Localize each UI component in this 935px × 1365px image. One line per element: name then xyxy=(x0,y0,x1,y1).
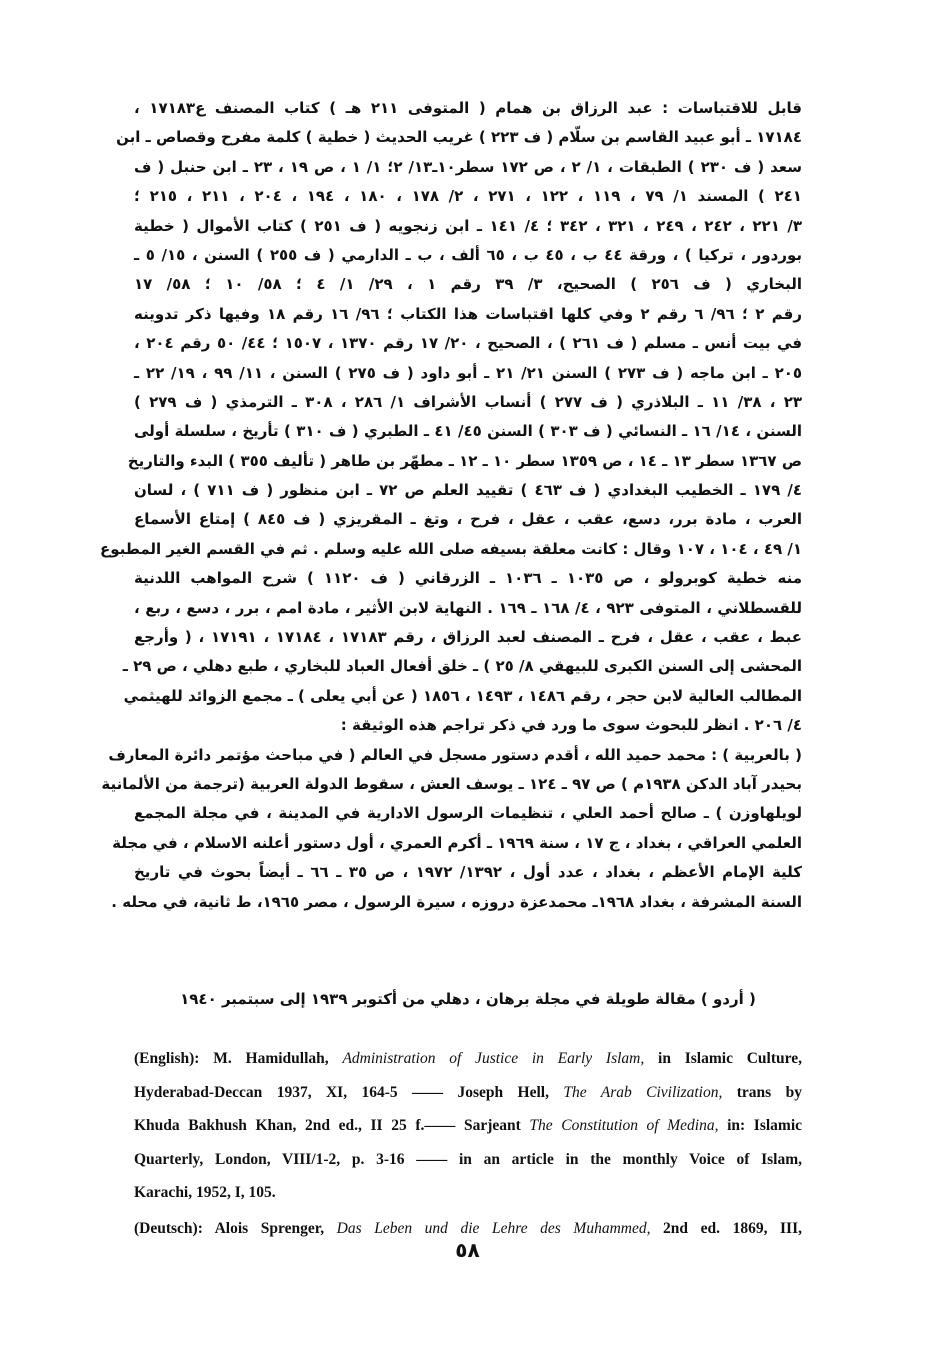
reference-source: in: Islamic xyxy=(727,1117,803,1134)
text-line: المحشى إلى السنن الكبرى للبيهقي ٨/ ٢٥ ) ـ خلق أفعال العباد للبخاري ، طبع دهلي ، ص ٢٩ ـ xyxy=(122,657,802,676)
text-line: السنة المشرفة ، بغداد ١٩٦٨ـ محمدعزة دروزه ، سيرة الرسول ، مصر ١٩٦٥، ط ثانية، في محله . xyxy=(111,892,802,911)
text-line: كلية الإمام الأعظم ، بغداد ، عدد أول ، ١٣٩٢/ ١٩٧٢ ، ص ٣٥ ـ ٦٦ ـ أيضاً بحوث في تاريخ xyxy=(134,863,803,882)
reference-source: 2nd ed. 1869, III, xyxy=(663,1219,802,1237)
reference-source: trans by xyxy=(736,1083,802,1101)
text-line: ١٧١٨٤ ـ أبو عبيد القاسم بن سلّام ( ف ٢٢٣ ) غريب الحديث ( خطية ) كلمة مفرح وقصاص ـ ابن xyxy=(116,128,802,147)
text-line: سعد ( ف ٢٣٠ ) الطبقات ، ١/ ٢ ، ص ١٧٢ سطر١٠ـ١٣/ ٢؛ ١/ ١ ، ص ١٩ ، ٢٣ ـ ابن حنبل ( ف xyxy=(134,157,802,176)
reference-source: in Islamic Culture, xyxy=(658,1050,802,1067)
text-line: السنن ، ١٤/ ١٦ ـ النسائي ( ف ٣٠٣ ) السنن ٤٥/ ٤١ ـ الطبري ( ف ٣١٠ ) تأريخ ، سلسلة أولى xyxy=(134,422,803,441)
text-line: بحيدر آباد الدكن ١٩٣٨م ) ص ٩٧ ـ ١٢٤ ـ يوسف العش ، سقوط الدولة العربية (ترجمة من الألمانية xyxy=(101,774,802,793)
text-line xyxy=(134,1042,802,1076)
text-line: في بيت أنس ـ مسلم ( ف ٢٦١ ) ، الصحيح ، ٢٠/ ١٧ رقم ١٣٧٠ ، ١٥٠٧ ؛ ٤٤/ ٥٠ رقم ٢٠٤ ، xyxy=(134,334,803,353)
text-line: لويلهاوزن ) ـ صالح أحمد العلي ، تنظيمات الرسول الادارية في المدينة ، في مجلة المجمع xyxy=(134,804,802,823)
english-references-paragraph xyxy=(134,1042,802,1245)
text-line: منه خطية كوبرولو ، ص ١٠٣٥ ـ ١٠٣٦ ـ الزرقاني ( ف ١١٢٠ ) شرح المواهب اللدنية xyxy=(134,569,802,588)
text-line: العرب ، مادة برر، دسع، عقب ، عقل ، فرح ، وتغ ـ المقريزي ( ف ٨٤٥ ) إمتاع الأسماع xyxy=(134,510,803,529)
text-line: ٢٠٥ ـ ابن ماجه ( ف ٢٧٣ ) السنن ٢١/ ٢١ ـ أبو داود ( ف ٢٧٥ ) السنن ، ١١/ ٩٩ ، ١٩/ ٢٢ ـ xyxy=(134,363,803,382)
text-line: بوردور ، تركيا ) ، ورقة ٤٤ ب ، ٤٥ ب ، ٦٥ ألف ، ب ـ الدارمي ( ف ٢٥٥ ) السنن ، ١٥/ ٥ ـ xyxy=(134,245,802,264)
text-line: Karachi, 1952, I, 105. xyxy=(134,1184,276,1201)
reference-title: Das Leben und die Lehre des Muhammed, xyxy=(336,1219,651,1237)
text-line: Quarterly, London, VIII/1-2, p. 3-16 —— in an article in the monthly Voice of Islam, xyxy=(134,1150,802,1168)
text-line: العلمي العراقي ، بغداد ، ج ١٧ ، سنة ١٩٦٩ ـ أكرم العمري ، أول دستور أعلنه الاسلام ، في مجلة xyxy=(112,833,802,852)
reference-author: (English): M. Hamidullah, xyxy=(134,1050,329,1067)
text-line: ٤/ ١٧٩ ـ الخطيب البغدادي ( ف ٤٦٣ ) تقييد العلم ص ٧٢ ـ ابن منظور ( ف ٧١١ ) ، لسان xyxy=(134,481,802,500)
text-line: ٢٣ ، ٣٨/ ١١ ـ البلاذري ( ف ٢٧٧ ) أنساب الأشراف ١/ ٢٨٦ ، ٣٠٨ ـ الترمذي ( ف ٢٧٩ ) xyxy=(134,392,803,411)
text-line: ( بالعربية ) : محمد حميد الله ، أقدم دستور مسجل في العالم ( في مباحث مؤتمر دائرة المعارف xyxy=(108,745,802,764)
reference-source: Hyderabad-Deccan 1937, XI, 164-5 —— Joseph Hell, xyxy=(134,1083,549,1101)
text-line: عبط ، عقب ، عقل ، فرح ـ المصنف لعبد الرزاق ، رقم ١٧١٨٣ ، ١٧١٨٤ ، ١٧١٩١ ، ( وأرجع xyxy=(134,628,802,647)
text-line: ص ١٣٦٧ سطر ١٣ ـ ١٤ ، ص ١٣٥٩ سطر ١٠ ـ ١٢ ـ مطهّر بن طاهر ( تأليف ٣٥٥ ) البدء والتاريخ xyxy=(127,451,802,470)
text-line xyxy=(134,1076,802,1110)
page-number: ٥٨ xyxy=(455,1238,480,1262)
reference-title: The Arab Civilization, xyxy=(563,1083,723,1101)
reference-title: Administration of Justice in Early Islam, xyxy=(342,1050,645,1067)
urdu-reference-line: ( أردو ) مقالة طويلة في مجلة برهان ، دهلي من أكتوبر ١٩٣٩ إلى سبتمبر ١٩٤٠ xyxy=(180,990,756,1008)
text-line: رقم ٢ ؛ ٩٦/ ٦ رقم ٢ وفي كلها اقتباسات هذا الكتاب ؛ ٩٦/ ١٦ رقم ١٨ وفيها ذكر تدوينه xyxy=(134,304,802,323)
text-line: ٢٤١ ) المسند ١/ ٧٩ ، ١١٩ ، ١٢٢ ، ٢٧١ ، ٢/ ١٧٨ ، ١٨٠ ، ١٩٤ ، ٢٠٤ ، ٢١١ ، ٢١٥ ؛ xyxy=(134,187,802,206)
text-line xyxy=(134,1109,802,1143)
reference-source: Khuda Bakhush Khan, 2nd ed., II 25 f.—— Sarjeant xyxy=(134,1117,521,1134)
text-line: ١/ ٤٩ ، ١٠٤ ، ١٠٧ وقال : كانت معلقة بسيفه صلى الله عليه وسلم . ثم في القسم الغير المطبوع xyxy=(99,539,802,558)
text-line: البخاري ( ف ٢٥٦ ) الصحيح، ٣/ ٣٩ رقم ١ ، ٢٩/ ١/ ٤ ؛ ٥٨/ ١٠ ؛ ٥٨/ ١٧ xyxy=(134,275,802,294)
text-line: المطالب العالية لابن حجر ، رقم ١٤٨٦ ، ١٤٩٣ ، ١٨٥٦ ( عن أبي يعلى ) ـ مجمع الزوائد للهيثمي xyxy=(123,686,802,705)
text-line: قابل للاقتباسات : عبد الرزاق بن همام ( المتوفى ٢١١ هـ ) كتاب المصنف ع١٧١٨٣ ، xyxy=(134,99,803,117)
arabic-references-paragraph xyxy=(99,94,803,917)
reference-title: The Constitution of Medina, xyxy=(529,1117,719,1134)
text-line: ٣/ ٢٢١ ، ٢٤٢ ، ٢٤٩ ، ٣٢١ ، ٣٤٢ ؛ ٤/ ١٤١ ـ ابن زنجويه ( ف ٢٥١ ) كتاب الأموال ( خطية xyxy=(134,216,802,235)
text-line: للقسطلاني ، المتوفى ٩٢٣ ، ٤/ ١٦٨ ـ ١٦٩ . النهاية لابن الأثير ، مادة امم ، برر ، دسع ، ربع ، xyxy=(134,598,803,617)
reference-author: (Deutsch): Alois Sprenger, xyxy=(134,1219,325,1237)
text-line: ٤/ ٢٠٦ . انظر للبحوث سوى ما ورد في ذكر تراجم هذه الوثيقة : xyxy=(340,716,802,735)
